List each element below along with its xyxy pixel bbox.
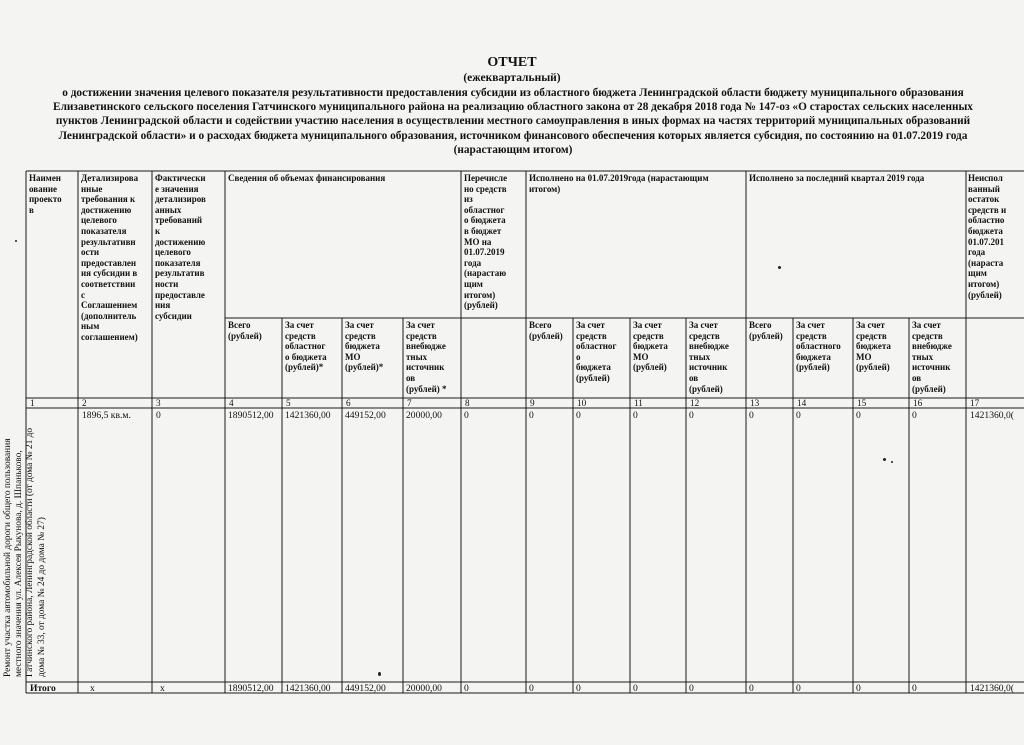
column-number: 13 (750, 398, 760, 408)
data-cell: 449152,00 (345, 410, 386, 421)
header-quarter-extra: За счет средств внебюдже тных источник ов (рублей) (912, 320, 952, 394)
total-label: Итого (30, 683, 56, 694)
column-number: 8 (465, 398, 470, 408)
column-number: 7 (407, 398, 412, 408)
data-cell: 0 (796, 410, 801, 421)
header-quarter-total: Всего (рублей) (749, 320, 783, 341)
data-cell: 1896,5 кв.м. (82, 410, 131, 421)
total-cell: 0 (464, 683, 469, 694)
data-cell: 20000,00 (406, 410, 442, 421)
header-fin-regional: За счет средств областног о бюджета (рублей)* (285, 320, 327, 373)
header-done-quarter-group: Исполнено за последний квартал 2019 года (749, 173, 925, 183)
total-cell: 0 (912, 683, 917, 694)
header-unused-balance: Неиспол ванный остаток средств и областно бюджета 01.07.201 года (нараста щим итогом) (рублей) (968, 173, 1007, 300)
data-cell: 0 (749, 410, 754, 421)
data-cell: 0 (529, 410, 534, 421)
data-cell: 0 (156, 410, 161, 421)
header-done-mo: За счет средств бюджета МО (рублей) (633, 320, 668, 373)
data-cell: 0 (856, 410, 861, 421)
scan-speck (378, 672, 381, 676)
column-number: 1 (30, 398, 35, 408)
total-cell: х (160, 683, 165, 694)
header-quarter-mo: За счет средств бюджета МО (рублей) (856, 320, 891, 373)
header-fin-mo: За счет средств бюджета МО (рублей)* (345, 320, 384, 373)
total-cell: 0 (796, 683, 801, 694)
column-number: 9 (530, 398, 535, 408)
total-cell: 0 (689, 683, 694, 694)
column-number: 6 (346, 398, 351, 408)
header-transferred: Перечисле но средств из областног о бюджета в бюджет МО на 01.07.2019 года (нарастаю щим итогом) (рублей) (464, 173, 508, 311)
header-done-total-group: Исполнено на 01.07.2019года (нарастающим итогом) (529, 173, 709, 194)
data-cell: 1890512,00 (228, 410, 274, 421)
data-cell: 0 (464, 410, 469, 421)
total-cell: 1421360,0( (970, 683, 1014, 694)
total-cell: 0 (576, 683, 581, 694)
header-done-total: Всего (рублей) (529, 320, 563, 341)
data-cell: 0 (576, 410, 581, 421)
header-quarter-regional: За счет средств областного бюджета (рублей) (796, 320, 841, 373)
data-cell: 1421360,0( (970, 410, 1014, 421)
column-number: 10 (577, 398, 587, 408)
column-number: 14 (797, 398, 807, 408)
header-done-extra: За счет средств внебюдже тных источник ов (рублей) (689, 320, 729, 394)
header-done-regional: За счет средств областног о бюджета (рублей) (576, 320, 617, 383)
total-cell: 449152,00 (345, 683, 386, 694)
total-cell: 1421360,00 (285, 683, 331, 694)
column-number: 5 (286, 398, 291, 408)
header-fin-total: Всего (рублей) (228, 320, 262, 341)
data-cell: 1421360,00 (285, 410, 331, 421)
scan-speck (883, 458, 886, 461)
data-cell: 0 (912, 410, 917, 421)
data-cell: 0 (633, 410, 638, 421)
column-number: 11 (634, 398, 643, 408)
scan-speck (778, 266, 781, 269)
column-number: 17 (970, 398, 980, 408)
data-cell: 0 (689, 410, 694, 421)
header-fin-extra: За счет средств внебюдже тных источник ов (рублей) * (406, 320, 447, 394)
header-project-name: Наимен ование проекто в (29, 173, 62, 215)
report-subtitle: (ежеквартальный) (463, 72, 561, 84)
column-number: 15 (857, 398, 867, 408)
total-cell: 0 (529, 683, 534, 694)
header-financing-group: Сведения об объемах финансирования (228, 173, 386, 183)
total-cell: х (90, 683, 95, 694)
total-cell: 20000,00 (406, 683, 442, 694)
column-number: 12 (690, 398, 700, 408)
total-cell: 1890512,00 (228, 683, 274, 694)
column-number: 3 (156, 398, 161, 408)
scan-speck (15, 240, 17, 242)
total-cell: 0 (633, 683, 638, 694)
total-cell: 0 (749, 683, 754, 694)
column-number: 16 (913, 398, 923, 408)
header-actual-values: Фактически е значения детализиров анных требований к достижению целевого показателя результатив ности предоставле ния субсидии (155, 173, 206, 321)
header-required-values: Детализирова нные требования к достижению целевого показателя результативн ости предоставлен ия субсидии в соответствии с Соглашением (дополнитель ным соглашением) (81, 173, 139, 342)
report-description: о достижении значения целевого показателя результативности предоставления субсидии из областного бюджета Ленинградской области бюджету муниципального образования Елизаветинского сельского поселения Гатчинского муниципального района на реализацию областного закона от 28 декабря 2018 года № 147-оз «О старостах сельских населенных пунктов Ленинградской области и содействии участию населения в осуществлении местного самоуправления в иных формах на частях территорий муниципальных образований Ленинградской области» и о расходах бюджета муниципального образования, источником финансового обеспечения которых является субсидия, по состоянию на 01.07.2019 года (нарастающим итогом) (53, 87, 973, 156)
report-title: ОТЧЕТ (487, 55, 537, 70)
column-number: 2 (82, 398, 87, 408)
total-cell: 0 (856, 683, 861, 694)
project-name-cell: Ремонт участка автомобильной дороги общего пользования местного значения ул. Алексея Рыкунова, д. Шпаньково, Гатчинского района, Ленинградской области (от дома № 21 до дома № 33, от дома № 24 до дома № 27) (3, 427, 47, 677)
scan-speck (891, 461, 893, 463)
column-number: 4 (229, 398, 234, 408)
